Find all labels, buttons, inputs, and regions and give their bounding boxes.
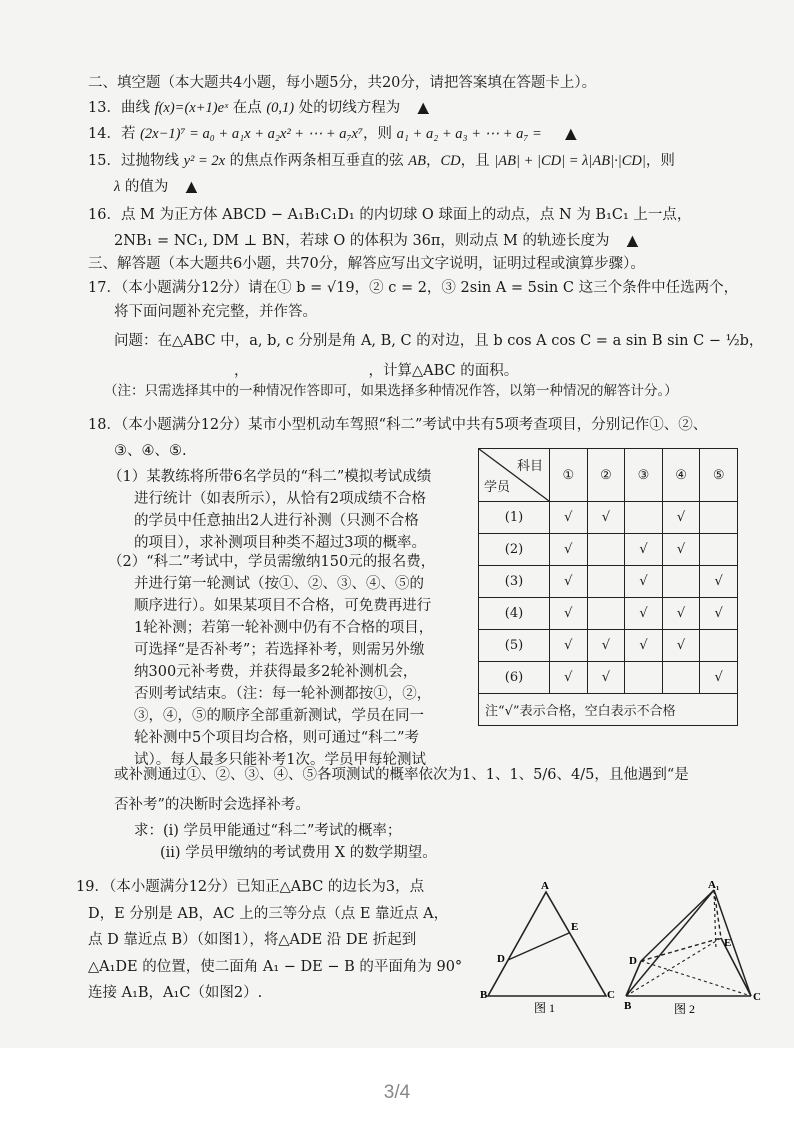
row-label: (2) [479, 534, 550, 566]
question-17-note: （注：只需选择其中的一种情况作答即可，如果选择多种情况作答，以第一种情况的解答计分。） [104, 383, 678, 399]
table-note: 注“√”表示合格，空白表示不合格 [479, 694, 738, 726]
q15-sep: ， [426, 153, 441, 169]
row-label: (3) [479, 566, 550, 598]
figure-1 [478, 878, 628, 1018]
table-cell: √ [662, 598, 700, 630]
q14-answer-blank: ▲ [565, 126, 577, 142]
table-row [479, 502, 738, 534]
table-row [479, 598, 738, 630]
column-header: ④ [662, 449, 700, 502]
question-18-probabilities: 或补测通过①、②、③、④、⑤各项测试的概率依次为1、1、1、5/6、4/5，且他遇到“是 [114, 767, 689, 783]
question-18-probabilities-cont: 否补考”的决断时会选择补考。 [114, 797, 310, 813]
table-header-subject: 科目 [516, 459, 543, 474]
label-b: B [480, 989, 488, 1001]
table-cell [700, 534, 738, 566]
q15-ask: 的值为 [120, 179, 169, 195]
label-a1: A₁ [708, 879, 720, 891]
text-line: D，E 分别是 AB，AC 上的三等分点（点 E 靠近点 A， [88, 905, 449, 922]
q15-chord-ab: AB [408, 153, 427, 169]
q15-answer-blank: ▲ [185, 179, 197, 195]
table-cell [662, 662, 700, 694]
text-line: 连接 A₁B，A₁C（如图2）. [88, 985, 263, 1001]
table-header-student: 学员 [484, 480, 511, 495]
section-header-fill-in: 二、填空题（本大题共4小题，每小题5分，共20分，请把答案填在答题卡上）。 [88, 75, 597, 91]
q13-suffix: 处的切线方程为 [294, 100, 401, 116]
table-cell: √ [700, 566, 738, 598]
figure-2-caption: 图 2 [674, 1002, 696, 1016]
table-cell: √ [550, 534, 588, 566]
column-header: ② [587, 449, 625, 502]
text-line: （2）“科二”考试中，学员需缴纳150元的报名费， [108, 554, 436, 570]
question-13 [88, 98, 446, 118]
table-cell [625, 662, 663, 694]
q15-prefix: 15．过抛物线 [88, 153, 184, 169]
table-cell [700, 502, 738, 534]
table-cell [700, 630, 738, 662]
column-header: ③ [625, 449, 663, 502]
text-line: 轮补测中5个项目均合格，则可通过“科二”考 [134, 730, 420, 746]
text-line: 纳300元补考费，并获得最多2轮补测机会， [134, 664, 418, 680]
q17-blank-1 [114, 361, 234, 381]
q14-mid: ，则 [363, 126, 397, 142]
table-cell: √ [662, 502, 700, 534]
text-line: 试）。每人最多只能补考1次。学员甲每轮测试 [134, 752, 426, 768]
table-row [479, 566, 738, 598]
q15-parabola: y² = 2x [183, 153, 226, 169]
question-18-ask-ii: (ii) 学员甲缴纳的考试费用 X 的数学期望。 [160, 845, 437, 861]
table-cell: √ [662, 534, 700, 566]
q13-mid: 在点 [228, 100, 267, 116]
question-18-line1: 18．（本小题满分12分）某市小型机动车驾照“科二”考试中共有5项考查项目，分别记作①、②、 [88, 417, 708, 433]
segment-dc [641, 961, 751, 996]
label-e: E [724, 937, 732, 949]
text-line: 1轮补测；若第一轮补测中仍有不合格的项目， [134, 620, 434, 636]
row-label: (5) [479, 630, 550, 662]
table-cell: √ [625, 534, 663, 566]
table-header-corner [479, 449, 550, 502]
q16-text: 2NB₁ = NC₁, DM ⊥ BN，若球 O 的体积为 36π，则动点 M 的轨迹长度为 [114, 233, 610, 249]
label-b: B [624, 1000, 632, 1012]
column-header: ① [550, 449, 588, 502]
q17-ask: ，计算△ABC 的面积。 [368, 363, 519, 379]
q15-mid2: ，且 [460, 153, 495, 169]
question-17-line3: 问题：在△ABC 中，a, b, c 分别是角 A, B, C 的对边，且 b cos A cos C = a sin B sin C − ½b， [114, 333, 764, 349]
q15-chord-cd: CD [440, 153, 461, 169]
q13-function: f(x)=(x+1)eˣ [154, 100, 229, 116]
text-line: △A₁DE 的位置，使二面角 A₁ − DE − B 的平面角为 90° [88, 958, 463, 975]
text-line: 并进行第一轮测试（按①、②、③、④、⑤的 [134, 576, 424, 592]
text-line: ③，④，⑤的顺序全部重新测试，学员在同一 [134, 708, 424, 724]
triangle-abc [488, 892, 606, 996]
table-cell [587, 566, 625, 598]
column-header: ⑤ [700, 449, 738, 502]
table-cell: √ [587, 630, 625, 662]
table-cell [587, 598, 625, 630]
table-cell: √ [550, 566, 588, 598]
table-cell: √ [662, 630, 700, 662]
q17-blank-2 [249, 361, 369, 381]
table-cell: √ [587, 502, 625, 534]
question-17-line1: 17．（本小题满分12分）请在① b = √19，② c = 2，③ 2sin A = 5sin C 这三个条件中任选两个， [88, 280, 739, 296]
q13-answer-blank: ▲ [417, 100, 429, 116]
text-line: 的项目），求补测项目种类不超过3项的概率。 [134, 535, 426, 551]
q15-suffix: ，则 [645, 153, 675, 169]
label-e: E [571, 921, 579, 933]
question-14 [88, 124, 600, 144]
row-label: (6) [479, 662, 550, 694]
segment-be [626, 938, 721, 996]
q15-lambda: λ [114, 179, 121, 195]
table-row [479, 662, 738, 694]
text-line: 点 D 靠近点 B）（如图1），将△ADE 沿 DE 折起到 [88, 932, 417, 948]
question-15-line1 [88, 151, 675, 171]
q14-prefix: 14．若 [88, 126, 141, 142]
table-cell [625, 502, 663, 534]
question-15-line2 [114, 177, 214, 197]
table-row [479, 630, 738, 662]
table-cell: √ [550, 502, 588, 534]
text-line: （1）某教练将所带6名学员的“科二”模拟考试成绩 [108, 469, 432, 485]
question-16-line2 [114, 231, 656, 251]
question-18-ask-i: 求：(i) 学员甲能通过“科二”考试的概率； [134, 823, 402, 839]
table-cell: √ [625, 630, 663, 662]
question-18-line2: ③、④、⑤. [114, 443, 187, 459]
page-number: 3/4 [383, 1082, 411, 1103]
question-17-line4: ， ，计算△ABC 的面积。 [114, 361, 518, 381]
q13-prefix: 13．曲线 [88, 100, 155, 116]
table-cell: √ [550, 630, 588, 662]
table-cell [662, 566, 700, 598]
question-16-line1: 16．点 M 为正方体 ABCD − A₁B₁C₁D₁ 的内切球 O 球面上的动点，点 N 为 B₁C₁ 上一点， [88, 207, 692, 223]
table-cell: √ [587, 662, 625, 694]
table-cell: √ [700, 662, 738, 694]
label-c: C [607, 989, 615, 1001]
text-line: 可选择“是否补考”；若选择补考，则需另外缴 [134, 642, 425, 658]
q15-condition: |AB| + |CD| = λ|AB|·|CD| [494, 153, 646, 169]
question-17-line2: 将下面问题补充完整，并作答。 [114, 304, 317, 320]
text-line: 19．（本小题满分12分）已知正△ABC 的边长为3，点 [76, 879, 425, 895]
label-d: D [497, 953, 505, 965]
table-row [479, 534, 738, 566]
text-line: 的学员中任意抽出2人进行补测（只测不合格 [134, 513, 419, 529]
q15-mid: 的焦点作两条相互垂直的弦 [225, 153, 409, 169]
row-label: (1) [479, 502, 550, 534]
table-cell: √ [700, 598, 738, 630]
row-label: (4) [479, 598, 550, 630]
figure-1-caption: 图 1 [534, 1001, 556, 1015]
label-a: A [541, 880, 549, 892]
score-table [478, 448, 738, 726]
text-line: 否则考试结束。（注：每一轮补测都按①，②， [134, 686, 432, 702]
table-cell: √ [550, 662, 588, 694]
section-header-solution: 三、解答题（本大题共6小题，共70分，解答应写出文字说明，证明过程或演算步骤）。 [88, 256, 645, 272]
segment-a1c [714, 890, 751, 996]
q14-expansion: (2x−1)⁷ = a₀ + a₁x + a₂x² + ⋯ + a₇x⁷ [140, 126, 364, 142]
q16-answer-blank: ▲ [626, 233, 639, 249]
q14-sum: a₁ + a₂ + a₃ + ⋯ + a₇ = [396, 126, 542, 142]
table-cell: √ [625, 566, 663, 598]
label-d: D [629, 955, 637, 967]
table-cell: √ [550, 598, 588, 630]
figure-2 [616, 876, 766, 1018]
label-c: C [753, 991, 761, 1003]
table-cell: √ [625, 598, 663, 630]
table-cell [587, 534, 625, 566]
segment-de [508, 933, 569, 960]
q13-point: (0,1) [266, 100, 295, 116]
text-line: 进行统计（如表所示），从恰有2项成绩不合格 [134, 491, 426, 507]
text-line: 顺序进行）。如果某项目不合格，可免费再进行 [134, 598, 432, 614]
